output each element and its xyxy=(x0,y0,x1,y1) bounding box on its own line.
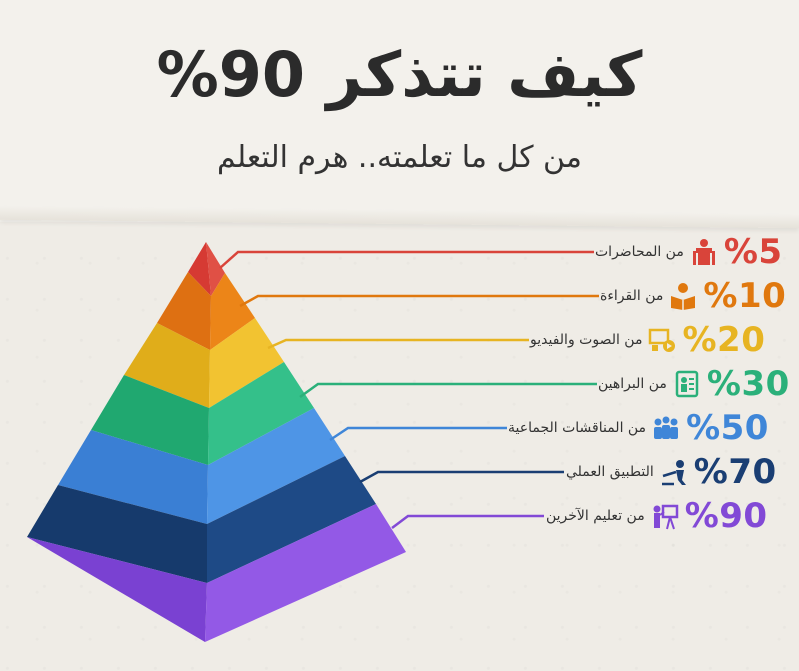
level-percent: %20 xyxy=(682,320,766,360)
leader-line-10 xyxy=(240,296,599,306)
level-percent: %50 xyxy=(686,408,769,448)
audio-video-icon xyxy=(648,326,676,354)
level-percent: %70 xyxy=(693,452,777,492)
leader-line-50 xyxy=(330,428,507,440)
level-label: من البراهين xyxy=(598,376,667,392)
level-label: من المناقشات الجماعية xyxy=(508,420,647,436)
level-label: من تعليم الآخرين xyxy=(546,508,645,524)
reading-book-icon xyxy=(669,282,697,310)
leader-line-5 xyxy=(220,252,594,268)
level-percent: %10 xyxy=(703,276,787,316)
level-row-10 xyxy=(600,278,786,314)
lecture-podium-icon xyxy=(690,238,718,266)
teaching-board-icon xyxy=(651,502,679,530)
leader-line-90 xyxy=(392,516,544,528)
level-row-90 xyxy=(546,498,768,534)
page-subtitle: من كل ما تعلمته.. هرم التعلم xyxy=(217,140,582,175)
level-label: من المحاضرات xyxy=(595,244,684,260)
leader-line-70 xyxy=(360,472,564,482)
leader-line-30 xyxy=(300,384,597,397)
practice-icon xyxy=(660,458,688,486)
level-row-70 xyxy=(566,454,777,490)
level-label: من الصوت والفيديو xyxy=(530,332,643,348)
level-percent: %90 xyxy=(684,496,768,536)
level-percent: %30 xyxy=(706,364,790,404)
level-row-20 xyxy=(530,322,765,358)
page-title: كيف تتذكر 90% xyxy=(156,38,643,111)
demonstration-icon xyxy=(673,370,701,398)
level-row-5 xyxy=(595,234,783,270)
level-label: التطبيق العملي xyxy=(566,464,654,480)
group-discussion-icon xyxy=(652,414,680,442)
level-percent: %5 xyxy=(723,232,783,272)
level-label: من القراءة xyxy=(600,288,664,304)
level-row-30 xyxy=(598,366,790,402)
leader-line-20 xyxy=(268,340,529,348)
level-row-50 xyxy=(508,410,769,446)
